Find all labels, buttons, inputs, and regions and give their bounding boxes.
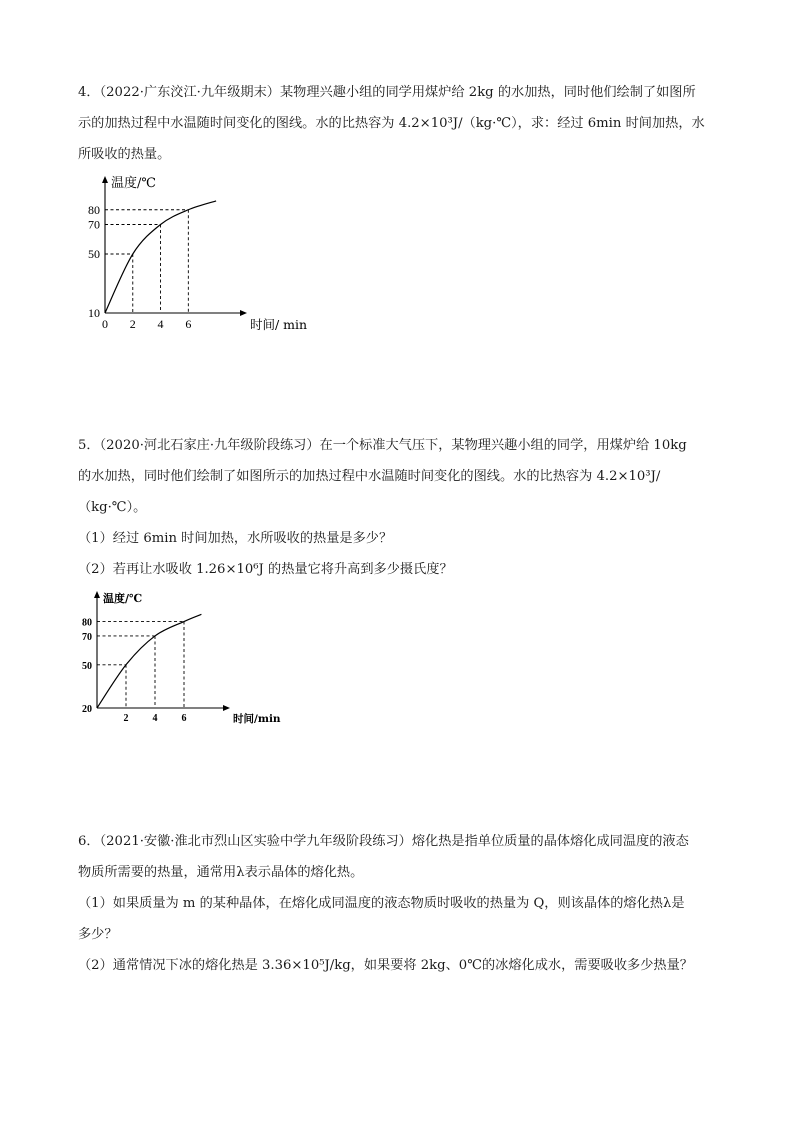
x-tick-label: 2 [129,317,136,331]
y-axis-label: 温度/℃ [111,176,156,191]
sub-question-2: （2）若再让水吸收 1.26×10⁶J 的热量它将升高到多少摄氏度？ [78,562,453,577]
question-5 [78,430,718,585]
temperature-time-graph-q4 [78,170,308,340]
question-4 [78,77,718,170]
x-axis-arrow [240,310,247,316]
y-tick-label: 50 [88,247,100,261]
question-text-line: 6．（2021·安徽·淮北市烈山区实验中学九年级阶段练习）熔化热是指单位质量的晶体熔化成同温度的液态 [78,834,689,849]
x-axis-label: 时间/min [233,713,281,725]
x-tick-label: 4 [157,317,164,331]
y-tick-label: 50 [82,660,92,672]
temperature-curve [97,614,201,708]
x-tick-label: 2 [123,713,129,724]
temperature-time-graph-q5 [72,585,281,730]
x-axis-label: 时间/ min [250,317,308,332]
y-axis-arrow [94,591,100,598]
y-axis-label: 温度/℃ [103,592,143,605]
y-tick-label: 10 [88,306,100,320]
question-text-line: 示的加热过程中水温随时间变化的图线。水的比热容为 4.2×10³J/（kg·℃），求：经过 6min 时间加热，水 [78,116,705,131]
sub-question-1: （1）如果质量为 m 的某种晶体，在熔化成同温度的液态物质时吸收的热量为 Q，则该晶体的熔化热λ是 [78,896,685,911]
x-axis-arrow [223,705,230,711]
question-text-line: 5．（2020·河北石家庄·九年级阶段练习）在一个标准大气压下，某物理兴趣小组的同学，用煤炉给 10kg [78,438,687,453]
y-tick-label: 20 [82,704,92,715]
sub-question-2: （2）通常情况下冰的熔化热是 3.36×10⁵J/kg，如果要将 2kg、0℃的冰熔化成水，需要吸收多少热量？ [78,958,693,973]
x-tick-label: 4 [152,713,158,724]
x-tick-label: 6 [185,317,192,331]
y-axis-arrow [102,176,108,183]
sub-question-1: （1）经过 6min 时间加热，水所吸收的热量是多少？ [78,531,393,546]
y-tick-label: 80 [88,202,100,217]
x-tick-label: 0 [102,317,108,331]
y-tick-label: 80 [82,617,92,629]
sub-question-1-cont: 多少？ [78,927,118,942]
y-tick-label: 70 [88,217,100,232]
y-tick-label: 70 [82,631,92,643]
question-text-line: 所吸收的热量。 [78,147,171,162]
question-text-line: 的水加热，同时他们绘制了如图所示的加热过程中水温随时间变化的图线。水的比热容为 4.2×10³J/ [78,469,661,484]
question-text-line: 物质所需要的热量，通常用λ表示晶体的熔化热。 [78,865,364,880]
question-text-line: （kg·℃）。 [78,500,147,515]
x-tick-label: 6 [181,713,187,724]
question-text-line: 4．（2022·广东洨江·九年级期末）某物理兴趣小组的同学用煤炉给 2kg 的水加热，同时他们绘制了如图所 [78,85,696,100]
question-6 [78,826,718,981]
